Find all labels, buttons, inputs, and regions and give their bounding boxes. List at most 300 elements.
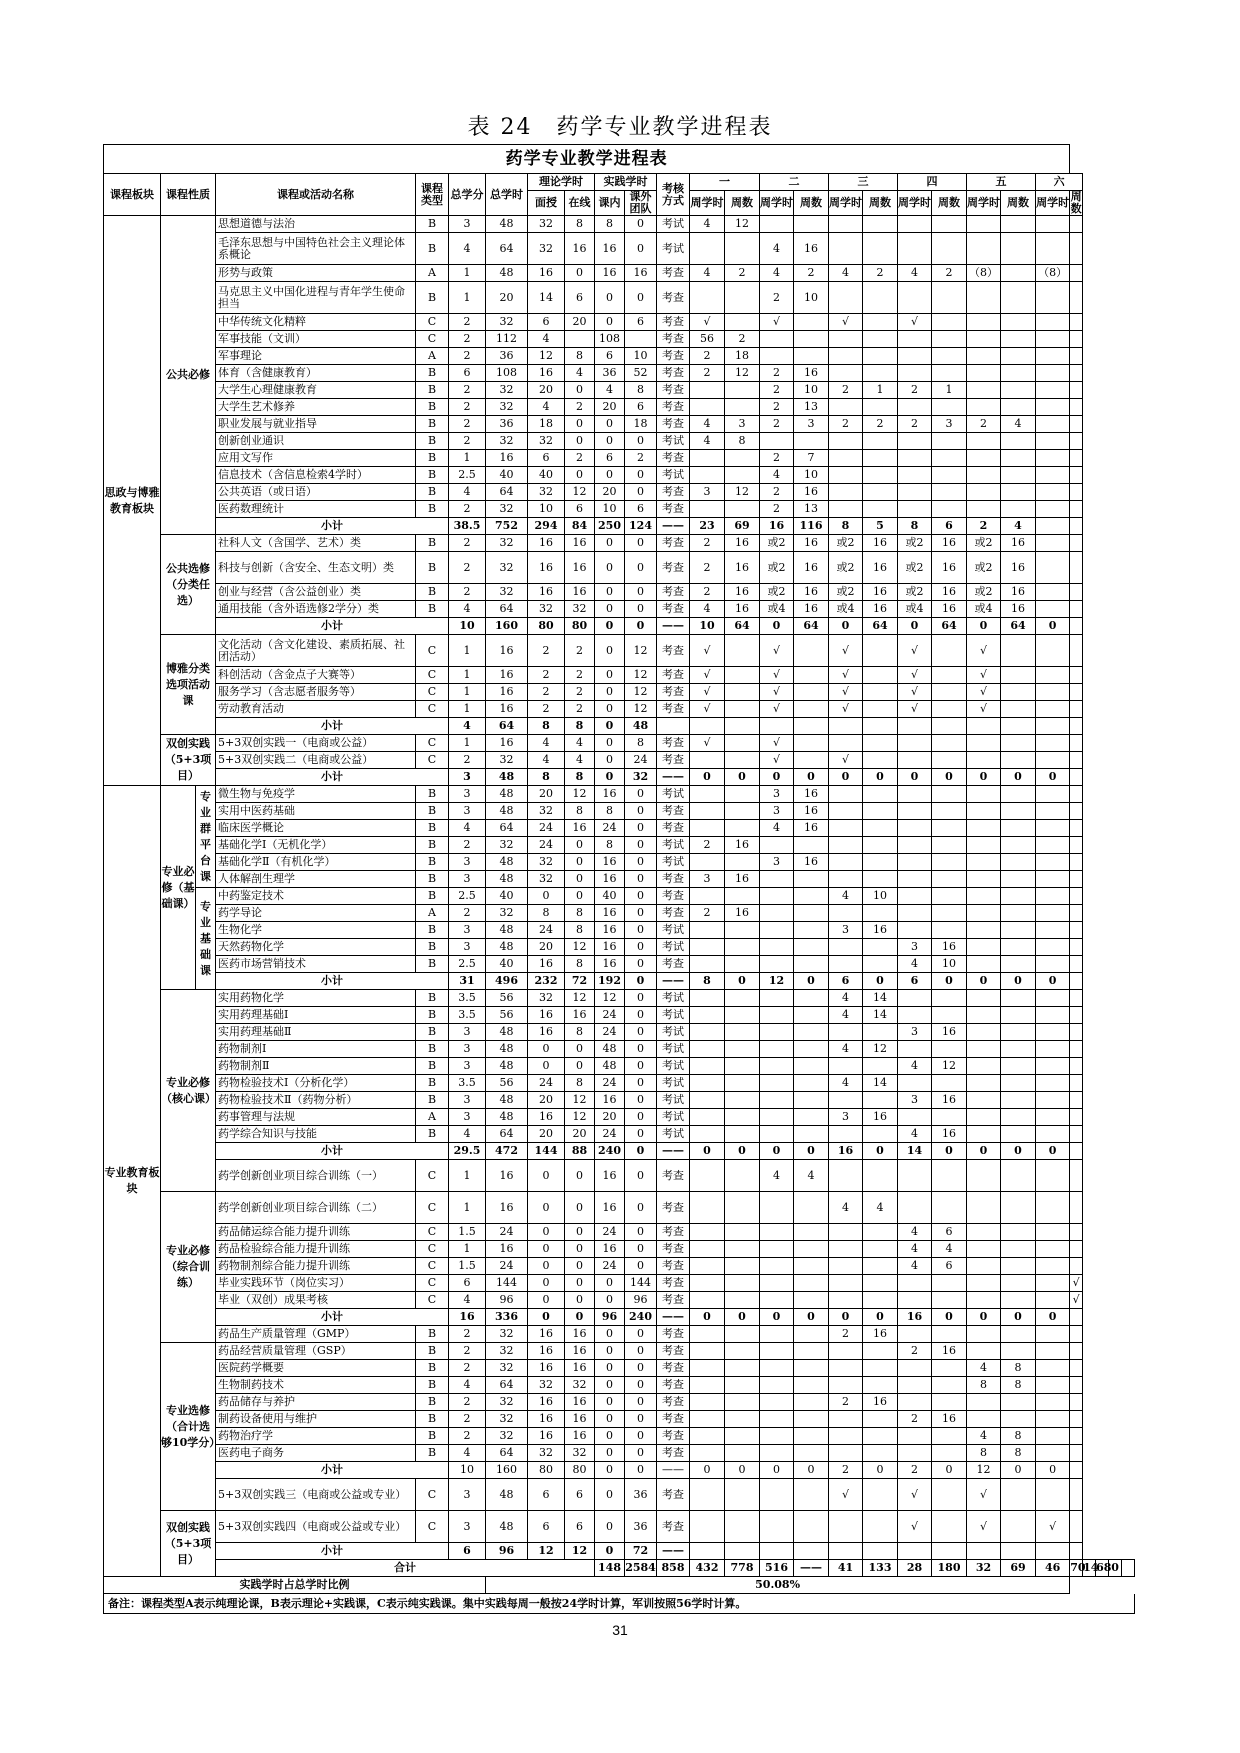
table-cell: [967, 348, 1001, 365]
table-cell: 2: [449, 837, 486, 854]
table-cell: 考查: [657, 1326, 690, 1343]
table-row: [104, 1292, 1135, 1309]
table-cell: [898, 888, 932, 905]
table-cell: 4: [528, 752, 565, 769]
table-cell: 0: [595, 1479, 625, 1511]
table-cell: [1001, 1275, 1036, 1292]
table-cell: B: [416, 1007, 449, 1024]
table-cell: 16: [595, 1160, 625, 1192]
table-cell: [1001, 1192, 1036, 1224]
table-cell: 16: [486, 701, 528, 718]
table-cell: 8: [898, 518, 932, 535]
table-cell: 8: [565, 718, 595, 735]
course-name: 医院药学概要: [216, 1360, 416, 1377]
table-cell: 3: [760, 803, 794, 820]
table-cell: 0: [625, 973, 657, 990]
table-cell: 0: [565, 1292, 595, 1309]
table-cell: [1070, 1007, 1083, 1024]
table-cell: [829, 1058, 863, 1075]
table-cell: [898, 399, 932, 416]
course-name: 职业发展与就业指导: [216, 416, 416, 433]
table-cell: A: [416, 265, 449, 282]
table-cell: [932, 282, 967, 314]
table-cell: [967, 1160, 1001, 1192]
table-cell: [932, 635, 967, 667]
table-cell: 8: [528, 905, 565, 922]
table-cell: [725, 1428, 760, 1445]
table-cell: 考查: [657, 265, 690, 282]
course-name: 实用药物化学: [216, 990, 416, 1007]
table-cell: 144: [486, 1275, 528, 1292]
table-cell: [1070, 837, 1083, 854]
course-name: 5+3双创实践四（电商或公益或专业）: [216, 1511, 416, 1543]
table-cell: 4: [449, 718, 486, 735]
table-row: [104, 1058, 1135, 1075]
table-cell: [932, 888, 967, 905]
table-cell: [1070, 331, 1083, 348]
table-cell: 考查: [657, 1192, 690, 1224]
table-cell: [690, 467, 725, 484]
table-cell: [932, 1326, 967, 1343]
table-cell: [1070, 1309, 1083, 1326]
table-cell: [1070, 1445, 1083, 1462]
table-cell: [967, 1007, 1001, 1024]
course-name: 基础化学Ⅱ（有机化学）: [216, 854, 416, 871]
table-cell: 4: [449, 1445, 486, 1462]
table-cell: [967, 752, 1001, 769]
table-cell: C: [416, 1224, 449, 1241]
table-cell: [967, 990, 1001, 1007]
table-cell: 2: [725, 265, 760, 282]
table-cell: 0: [625, 939, 657, 956]
table-row: [104, 282, 1135, 314]
table-cell: 2: [565, 635, 595, 667]
table-cell: 0: [528, 1292, 565, 1309]
table-cell: 0: [625, 1241, 657, 1258]
table-cell: 48: [486, 769, 528, 786]
table-cell: [1070, 1092, 1083, 1109]
table-cell: [1070, 1041, 1083, 1058]
table-cell: [1001, 871, 1036, 888]
table-cell: 0: [625, 905, 657, 922]
table-cell: 2: [898, 1411, 932, 1428]
table-cell: [898, 365, 932, 382]
table-cell: 2: [565, 701, 595, 718]
table-cell: [1070, 433, 1083, 450]
table-cell: 10: [625, 348, 657, 365]
table-cell: 1: [449, 282, 486, 314]
table-cell: 4: [829, 265, 863, 282]
table-cell: 考查: [657, 1360, 690, 1377]
table-cell: 6: [565, 1479, 595, 1511]
course-name: 医药数理统计: [216, 501, 416, 518]
table-cell: [1070, 1543, 1083, 1560]
table-row: [104, 701, 1135, 718]
table-cell: [725, 1160, 760, 1192]
table-cell: [1070, 1479, 1083, 1511]
table-cell: 144: [625, 1275, 657, 1292]
table-cell: [725, 399, 760, 416]
table-cell: 6: [528, 314, 565, 331]
table-cell: [1036, 1092, 1070, 1109]
table-cell: 0: [760, 1309, 794, 1326]
table-cell: [898, 348, 932, 365]
table-cell: 16: [528, 956, 565, 973]
table-row: [104, 1511, 1135, 1543]
table-cell: 考查: [657, 871, 690, 888]
table-cell: 2: [449, 1360, 486, 1377]
table-row: [104, 667, 1135, 684]
table-cell: 16: [932, 601, 967, 618]
table-cell: 36: [595, 365, 625, 382]
table-cell: 24: [595, 1258, 625, 1275]
total-cell: 0: [1109, 1560, 1122, 1577]
table-cell: [863, 1224, 898, 1241]
table-cell: [1036, 1241, 1070, 1258]
table-cell: 16: [725, 584, 760, 601]
table-row: [104, 450, 1135, 467]
table-cell: B: [416, 1394, 449, 1411]
table-cell: 20: [528, 939, 565, 956]
table-cell: 16: [486, 450, 528, 467]
table-cell: [1001, 1092, 1036, 1109]
table-cell: 6: [528, 450, 565, 467]
table-cell: B: [416, 1360, 449, 1377]
practice-ratio-value: 50.08%: [486, 1577, 1070, 1594]
table-cell: 2: [690, 905, 725, 922]
table-cell: 1: [449, 1160, 486, 1192]
table-cell: [725, 1092, 760, 1109]
table-cell: 64: [486, 1126, 528, 1143]
table-cell: √: [760, 635, 794, 667]
table-cell: [1001, 718, 1036, 735]
table-cell: 考查: [657, 803, 690, 820]
table-cell: 0: [625, 1445, 657, 1462]
table-cell: [967, 1275, 1001, 1292]
table-cell: [690, 1445, 725, 1462]
table-cell: [725, 752, 760, 769]
table-cell: [1001, 1292, 1036, 1309]
table-cell: C: [416, 1241, 449, 1258]
table-cell: [1036, 382, 1070, 399]
table-cell: 16: [595, 939, 625, 956]
table-cell: [1036, 701, 1070, 718]
table-cell: 2: [898, 1343, 932, 1360]
table-cell: 12: [725, 484, 760, 501]
table-row: [104, 803, 1135, 820]
course-name: 通用技能（含外语选修2学分）类: [216, 601, 416, 618]
table-cell: [725, 1394, 760, 1411]
table-cell: [760, 1511, 794, 1543]
table-cell: [932, 467, 967, 484]
table-cell: [794, 1192, 829, 1224]
table-cell: [1070, 684, 1083, 701]
table-cell: 0: [595, 735, 625, 752]
table-cell: 4: [829, 1041, 863, 1058]
table-cell: [932, 820, 967, 837]
course-name: 生物化学: [216, 922, 416, 939]
table-cell: [690, 1360, 725, 1377]
table-cell: [725, 888, 760, 905]
table-cell: [967, 871, 1001, 888]
table-cell: [863, 1275, 898, 1292]
table-cell: 0: [863, 973, 898, 990]
group-public-required: 公共必修: [161, 216, 216, 535]
table-cell: √: [690, 701, 725, 718]
table-cell: [760, 216, 794, 233]
table-cell: [760, 1394, 794, 1411]
table-cell: [794, 1275, 829, 1292]
header-type: 课程类型: [416, 174, 449, 216]
table-cell: B: [416, 552, 449, 584]
table-cell: 0: [625, 1394, 657, 1411]
table-cell: 8: [565, 1024, 595, 1041]
table-cell: 2: [690, 365, 725, 382]
table-cell: 48: [486, 1511, 528, 1543]
table-cell: [725, 939, 760, 956]
subtotal-row: [104, 1143, 1135, 1160]
course-name: 药品储存与养护: [216, 1394, 416, 1411]
table-row: [104, 1192, 1135, 1224]
table-cell: [1036, 1445, 1070, 1462]
table-cell: [725, 1041, 760, 1058]
table-cell: 2: [829, 382, 863, 399]
table-cell: [829, 501, 863, 518]
table-cell: 0: [565, 1258, 595, 1275]
table-cell: 或2: [967, 552, 1001, 584]
table-cell: 4: [829, 1075, 863, 1092]
table-cell: 0: [565, 416, 595, 433]
table-cell: √: [760, 701, 794, 718]
table-cell: [1070, 1192, 1083, 1224]
table-cell: [725, 1511, 760, 1543]
table-cell: [829, 433, 863, 450]
table-cell: 0: [595, 601, 625, 618]
table-cell: 16: [486, 635, 528, 667]
table-cell: 考试: [657, 786, 690, 803]
table-cell: √: [967, 701, 1001, 718]
table-cell: [1036, 282, 1070, 314]
table-cell: 12: [565, 484, 595, 501]
table-cell: [898, 433, 932, 450]
table-cell: [725, 1007, 760, 1024]
table-cell: [1036, 667, 1070, 684]
table-cell: [1036, 803, 1070, 820]
table-cell: [932, 1275, 967, 1292]
table-cell: 16: [528, 1411, 565, 1428]
table-cell: [932, 718, 967, 735]
table-cell: [829, 282, 863, 314]
table-cell: 0: [565, 1309, 595, 1326]
table-cell: 13: [794, 399, 829, 416]
table-row: [104, 752, 1135, 769]
table-cell: 0: [725, 1462, 760, 1479]
table-cell: B: [416, 382, 449, 399]
table-cell: [863, 718, 898, 735]
table-cell: 2: [449, 1411, 486, 1428]
table-cell: 考查: [657, 416, 690, 433]
table-cell: [794, 990, 829, 1007]
table-cell: [932, 1007, 967, 1024]
group-professional-basic: 专业必修（基础课）: [161, 786, 196, 990]
table-cell: 6: [528, 1479, 565, 1511]
table-cell: [1070, 905, 1083, 922]
course-name: 药品生产质量管理（GMP）: [216, 1326, 416, 1343]
table-cell: 考试: [657, 1058, 690, 1075]
table-cell: [863, 365, 898, 382]
table-cell: [725, 1543, 760, 1560]
table-cell: [690, 1543, 725, 1560]
table-cell: 16: [565, 1428, 595, 1445]
subtotal-row: [104, 518, 1135, 535]
table-cell: 16: [528, 1360, 565, 1377]
table-cell: [794, 1543, 829, 1560]
table-cell: [967, 1092, 1001, 1109]
table-cell: [1036, 871, 1070, 888]
table-cell: [794, 871, 829, 888]
table-cell: √: [967, 667, 1001, 684]
table-cell: 80: [528, 1462, 565, 1479]
table-cell: 0: [595, 701, 625, 718]
table-row: [104, 1007, 1135, 1024]
table-cell: [863, 331, 898, 348]
table-cell: [863, 1160, 898, 1192]
table-cell: [932, 484, 967, 501]
table-cell: 4: [967, 1428, 1001, 1445]
table-cell: [1036, 1041, 1070, 1058]
table-cell: [1001, 1511, 1036, 1543]
table-cell: 8: [967, 1445, 1001, 1462]
table-cell: 16: [794, 854, 829, 871]
table-cell: [794, 905, 829, 922]
table-cell: B: [416, 1445, 449, 1462]
table-cell: 12: [565, 939, 595, 956]
table-cell: 3: [898, 939, 932, 956]
table-cell: 12: [625, 701, 657, 718]
table-cell: 112: [486, 331, 528, 348]
table-cell: [967, 1241, 1001, 1258]
table-cell: 或4: [829, 601, 863, 618]
table-cell: 2: [760, 484, 794, 501]
table-cell: [932, 399, 967, 416]
table-cell: [829, 348, 863, 365]
table-cell: 0: [565, 1224, 595, 1241]
table-cell: 4: [449, 601, 486, 618]
table-cell: [690, 990, 725, 1007]
table-row: [104, 535, 1135, 552]
table-cell: 16: [528, 584, 565, 601]
table-cell: 16: [794, 786, 829, 803]
table-cell: 4: [794, 1160, 829, 1192]
course-name: 医药市场营销技术: [216, 956, 416, 973]
table-cell: [1070, 601, 1083, 618]
table-cell: [1036, 1360, 1070, 1377]
table-cell: B: [416, 1377, 449, 1394]
table-cell: [760, 1326, 794, 1343]
table-cell: 32: [486, 1411, 528, 1428]
table-cell: [725, 735, 760, 752]
table-cell: [863, 1343, 898, 1360]
table-cell: [932, 1428, 967, 1445]
table-cell: 16: [625, 265, 657, 282]
subtotal-label: 小计: [216, 518, 449, 535]
table-cell: 1: [449, 735, 486, 752]
table-cell: 2: [829, 1462, 863, 1479]
table-cell: 2: [760, 501, 794, 518]
table-title-row: [104, 145, 1135, 174]
table-cell: [932, 433, 967, 450]
header-lecture: 面授: [528, 191, 565, 216]
table-cell: 16: [932, 584, 967, 601]
table-cell: [1070, 518, 1083, 535]
table-cell: 48: [625, 718, 657, 735]
table-cell: [829, 1543, 863, 1560]
table-cell: [863, 1445, 898, 1462]
table-cell: [829, 718, 863, 735]
table-cell: 32: [486, 399, 528, 416]
table-cell: ——: [657, 973, 690, 990]
table-cell: 2: [690, 552, 725, 584]
table-cell: 2: [898, 416, 932, 433]
table-cell: 64: [725, 618, 760, 635]
table-cell: 6: [625, 399, 657, 416]
table-cell: [1070, 1126, 1083, 1143]
table-cell: [898, 1007, 932, 1024]
table-cell: [967, 956, 1001, 973]
table-cell: 2: [898, 382, 932, 399]
table-cell: （8）: [967, 265, 1001, 282]
table-cell: 1: [449, 701, 486, 718]
table-cell: 0: [595, 1394, 625, 1411]
table-cell: 16: [486, 1241, 528, 1258]
table-cell: 0: [725, 973, 760, 990]
table-cell: 108: [486, 365, 528, 382]
table-cell: [932, 1377, 967, 1394]
table-cell: 2: [528, 701, 565, 718]
table-cell: √: [967, 635, 1001, 667]
table-cell: [690, 1411, 725, 1428]
table-cell: [1070, 1224, 1083, 1241]
table-cell: [932, 871, 967, 888]
table-cell: 2: [829, 416, 863, 433]
table-cell: [829, 1224, 863, 1241]
table-cell: 32: [486, 1326, 528, 1343]
table-cell: 0: [625, 1058, 657, 1075]
table-cell: [1001, 433, 1036, 450]
table-cell: C: [416, 667, 449, 684]
table-cell: 64: [486, 601, 528, 618]
header-weeks: 周数: [725, 191, 760, 216]
course-name: 药物制剂Ⅱ: [216, 1058, 416, 1075]
table-cell: 4: [829, 888, 863, 905]
table-cell: [794, 1343, 829, 1360]
table-cell: [725, 667, 760, 684]
table-cell: [1036, 399, 1070, 416]
table-cell: √: [898, 701, 932, 718]
table-cell: 2: [528, 635, 565, 667]
table-cell: [760, 1343, 794, 1360]
table-cell: 16: [528, 1428, 565, 1445]
table-cell: 16: [595, 786, 625, 803]
teaching-schedule-table: [103, 144, 1135, 1594]
table-cell: 考查: [657, 667, 690, 684]
table-cell: 考查: [657, 1224, 690, 1241]
table-row: [104, 1411, 1135, 1428]
table-cell: [794, 1411, 829, 1428]
table-cell: 48: [486, 1041, 528, 1058]
table-cell: [932, 216, 967, 233]
table-cell: 考查: [657, 1275, 690, 1292]
